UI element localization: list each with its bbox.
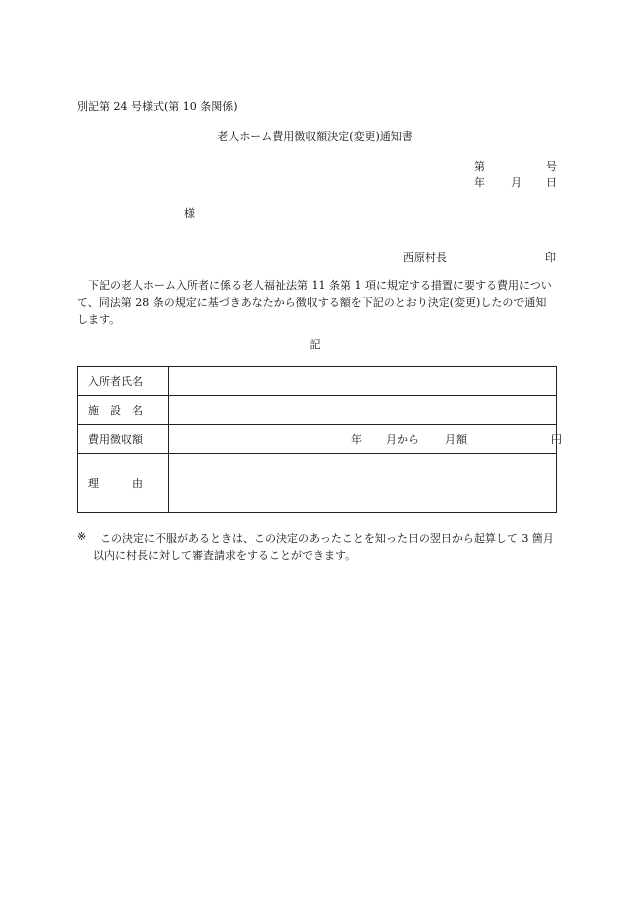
fee-amount-label: 費用徴収額: [78, 425, 169, 454]
reason-label: 理 由: [78, 454, 169, 513]
fee-monthly-label: 月額: [445, 433, 467, 446]
seal-mark: 印: [545, 251, 556, 264]
fee-yen-label: 円: [551, 433, 562, 446]
form-number: 別記第 24 号様式(第 10 条関係): [77, 100, 238, 113]
issuer-name: 西原村長: [403, 251, 447, 264]
fee-year-label: 年: [351, 433, 362, 446]
date-month: 月: [511, 176, 522, 189]
document-title: 老人ホーム費用徴収額決定(変更)通知書: [217, 130, 413, 143]
resident-name-label: 入所者氏名: [78, 367, 169, 396]
facility-name-label: 施 設 名: [78, 396, 169, 425]
facility-name-field[interactable]: [169, 396, 557, 425]
resident-name-field[interactable]: [169, 367, 557, 396]
date-day: 日: [546, 176, 557, 189]
date-year: 年: [474, 176, 485, 189]
table-row: [78, 396, 557, 425]
ki-heading: 記: [309, 338, 321, 351]
fee-amount-field[interactable]: [169, 425, 562, 454]
table-row: [78, 454, 557, 513]
details-table: [77, 366, 562, 513]
fee-month-from-label: 月から: [386, 433, 419, 446]
notice-body: 下記の老人ホーム入所者に係る老人福祉法第 11 条第 1 項に規定する措置に要する費用について、同法第 28 条の規定に基づきあなたから徴収する額を下記のとおり決定(変更)したので通知します。: [77, 279, 552, 326]
reason-field[interactable]: [169, 454, 557, 513]
number-prefix: 第: [474, 160, 485, 173]
note-mark: ※: [77, 530, 87, 543]
appeal-note: この決定に不服があるときは、この決定のあったことを知った日の翌日から起算して 3 箇月以内に村長に対して審査請求をすることができます。: [93, 532, 554, 562]
number-suffix: 号: [546, 160, 557, 173]
addressee-suffix: 様: [184, 207, 195, 220]
table-row: [78, 367, 557, 396]
table-row: [78, 425, 557, 454]
